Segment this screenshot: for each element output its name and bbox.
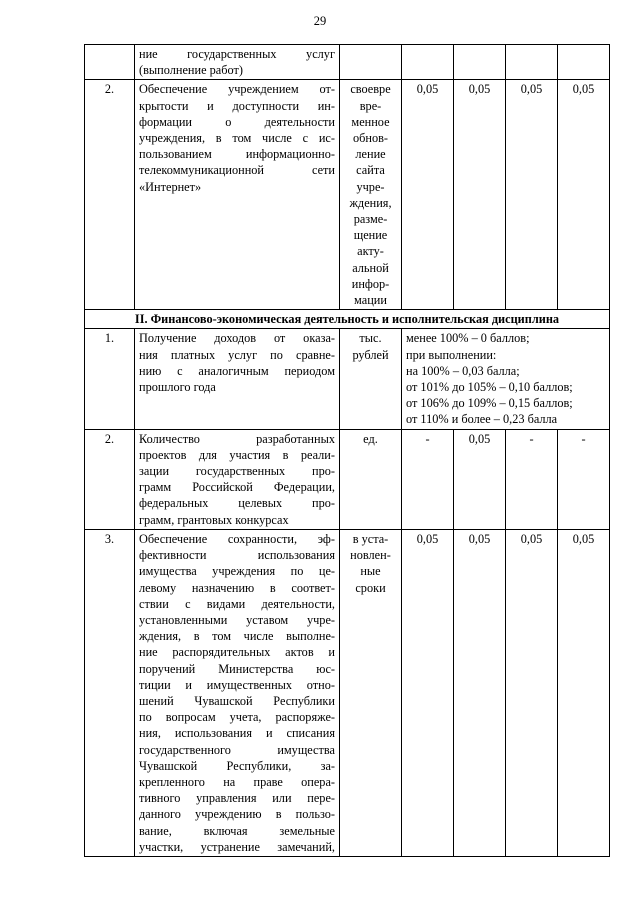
text-line: ния платных услуг по сравне- bbox=[139, 347, 335, 362]
scale-line: от 106% до 109% – 0,15 баллов; bbox=[406, 396, 573, 411]
text-line: «Интернет» bbox=[139, 179, 202, 194]
row-number: 1. bbox=[85, 329, 135, 429]
unit-line: инфор- bbox=[351, 276, 390, 291]
text-line: (выполнение работ) bbox=[139, 63, 243, 78]
unit-line: ед. bbox=[363, 431, 378, 446]
text-line: данного учреждению в пользо- bbox=[139, 807, 335, 822]
text-line: телекоммуникационной сети bbox=[139, 163, 335, 178]
text-line: Обеспечение сохранности, эф- bbox=[139, 531, 335, 546]
text-line: участки, устранение замечаний, bbox=[139, 839, 335, 854]
text-line: имущества учреждения по це- bbox=[139, 564, 335, 579]
row-number: 2. bbox=[85, 80, 135, 310]
unit-line: рублей bbox=[352, 347, 389, 362]
unit-line: своевре bbox=[350, 82, 391, 97]
section-row bbox=[85, 310, 610, 329]
text-line: тиции и имущественных отно- bbox=[139, 677, 335, 692]
unit-line: новлен- bbox=[350, 548, 391, 563]
text-line: грамм Российской Федерации, bbox=[139, 480, 335, 495]
criterion-text bbox=[135, 80, 340, 310]
row-number bbox=[85, 45, 135, 80]
text-line: тивного управления или пере- bbox=[139, 791, 335, 806]
text-line: вание, включая земельные bbox=[139, 823, 335, 838]
text-line: учреждения, в том числе с ис- bbox=[139, 131, 335, 146]
table-row bbox=[85, 429, 610, 529]
text-line: Чувашской Республики, за- bbox=[139, 758, 335, 773]
unit-cell bbox=[340, 429, 402, 529]
page-number: 29 bbox=[313, 14, 327, 28]
text-line: ние государственных услуг bbox=[139, 47, 335, 61]
score-cell: - bbox=[558, 429, 610, 529]
text-line: поручений Министерства юс- bbox=[139, 661, 335, 676]
text-line: Количество разработанных bbox=[139, 431, 335, 446]
table-row bbox=[85, 45, 610, 80]
unit-cell bbox=[340, 329, 402, 429]
unit-line: ные bbox=[360, 564, 381, 579]
score-cell: 0,05 bbox=[454, 529, 506, 856]
unit-line: тыс. bbox=[359, 331, 382, 346]
score-cell bbox=[558, 45, 610, 80]
text-line: фективности использования bbox=[139, 548, 335, 563]
criteria-table bbox=[84, 44, 610, 857]
score-cell: 0,05 bbox=[506, 529, 558, 856]
scale-line: на 100% – 0,03 балла; bbox=[406, 363, 520, 378]
unit-line: учре- bbox=[356, 179, 385, 194]
unit-cell bbox=[340, 45, 402, 80]
unit-line: акту- bbox=[357, 244, 384, 259]
unit-line: вре- bbox=[359, 98, 382, 113]
text-line: формации о деятельности bbox=[139, 114, 335, 129]
unit-line: в уста- bbox=[352, 531, 389, 546]
score-cell: 0,05 bbox=[558, 80, 610, 310]
text-line: Получение доходов от оказа- bbox=[139, 331, 335, 346]
row-number: 3. bbox=[85, 529, 135, 856]
text-line: ние распорядительных актов и bbox=[139, 645, 335, 660]
table-row bbox=[85, 329, 610, 429]
score-cell: 0,05 bbox=[402, 529, 454, 856]
score-cell bbox=[506, 45, 558, 80]
scale-line: менее 100% – 0 баллов; bbox=[406, 331, 530, 346]
table-row bbox=[85, 529, 610, 856]
unit-line: мации bbox=[354, 293, 387, 308]
scale-line: при выполнении: bbox=[406, 347, 497, 362]
text-line: ствии с видами деятельности, bbox=[139, 596, 335, 611]
text-line: по вопросам учета, распоряже- bbox=[139, 710, 335, 725]
text-line: федеральных целевых про- bbox=[139, 496, 335, 511]
criterion-text bbox=[135, 529, 340, 856]
unit-line: разме- bbox=[353, 212, 388, 227]
text-line: левому назначению в соответ- bbox=[139, 580, 335, 595]
unit-line: щение bbox=[353, 228, 388, 243]
text-line: ждения, в том числе выполне- bbox=[139, 629, 335, 644]
text-line: пользованием информационно- bbox=[139, 147, 335, 162]
criterion-text bbox=[135, 329, 340, 429]
unit-line: обнов- bbox=[352, 131, 389, 146]
text-line: проектов для участия в реали- bbox=[139, 447, 335, 462]
score-cell: 0,05 bbox=[558, 529, 610, 856]
scale-line: от 101% до 105% – 0,10 баллов; bbox=[406, 380, 573, 395]
unit-line: альной bbox=[352, 260, 389, 275]
unit-line: сроки bbox=[355, 580, 386, 595]
text-line: крытости и доступности ин- bbox=[139, 98, 335, 113]
score-cell bbox=[454, 45, 506, 80]
text-line: прошлого года bbox=[139, 380, 216, 395]
text-line: установленными уставом учре- bbox=[139, 612, 335, 627]
unit-line: менное bbox=[351, 114, 390, 129]
text-line: ния, использования и списания bbox=[139, 726, 335, 741]
section-heading: II. Финансово-экономическая деятельность и исполнительская дисциплина bbox=[85, 310, 610, 329]
text-line: шений Чувашской Республики bbox=[139, 693, 335, 708]
score-cell: 0,05 bbox=[454, 80, 506, 310]
score-cell: - bbox=[402, 429, 454, 529]
unit-cell bbox=[340, 80, 402, 310]
unit-cell bbox=[340, 529, 402, 856]
criterion-text bbox=[135, 429, 340, 529]
row-number: 2. bbox=[85, 429, 135, 529]
text-line: зации государственных про- bbox=[139, 464, 335, 479]
unit-line: сайта bbox=[356, 163, 385, 178]
text-line: государственного имущества bbox=[139, 742, 335, 757]
score-cell: 0,05 bbox=[454, 429, 506, 529]
text-line: грамм, грантовых конкурсах bbox=[139, 512, 289, 527]
scale-line: от 110% и более – 0,23 балла bbox=[406, 412, 558, 427]
unit-line: ждения, bbox=[349, 195, 392, 210]
score-cell bbox=[402, 45, 454, 80]
text-line: нию с аналогичным периодом bbox=[139, 363, 335, 378]
text-line: крепленного на праве опера- bbox=[139, 774, 335, 789]
score-cell: - bbox=[506, 429, 558, 529]
score-scale-cell bbox=[402, 329, 610, 429]
score-cell: 0,05 bbox=[402, 80, 454, 310]
score-cell: 0,05 bbox=[506, 80, 558, 310]
unit-line: ление bbox=[355, 147, 386, 162]
text-line: Обеспечение учреждением от- bbox=[139, 82, 335, 97]
table-row bbox=[85, 80, 610, 310]
criterion-text bbox=[135, 45, 340, 80]
